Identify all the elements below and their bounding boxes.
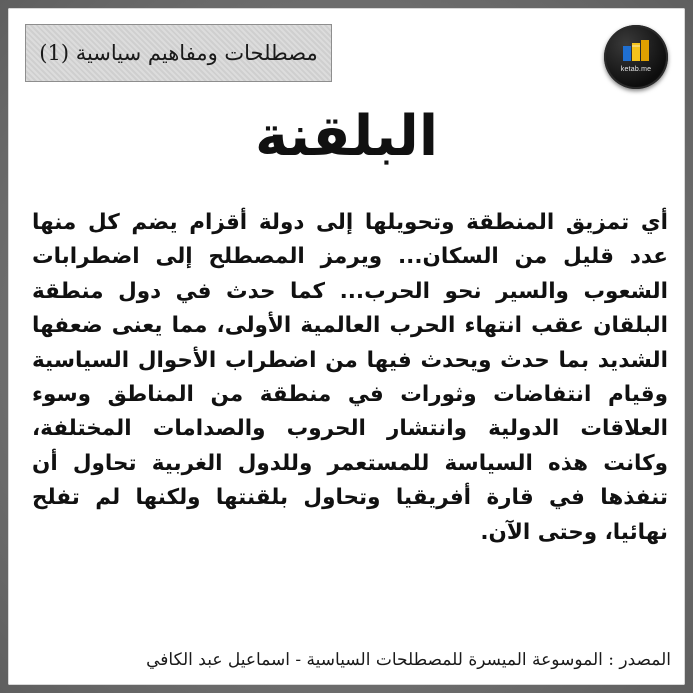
books-icon [622, 40, 650, 62]
document-card [8, 8, 685, 685]
series-label-box [25, 24, 332, 82]
definition-text: أي تمزيق المنطقة وتحويلها إلى دولة أقزام يضم كل منها عدد قليل من السكان... ويرمز المصطلح إلى اضطرابات الشعوب والسير نحو الحرب... كما حدث في دول منطقة البلقان عقب انتهاء الحرب العالمية الأولى، مما يعنى ضعفها الشديد بما حدث ويحدث فيها من اضطراب الأحوال السياسية وقيام انتفاضات وثورات في منطقة من المناطق وسوء العلاقات الدولية وانتشار الحروب والصدامات المختلفة، وكانت هذه السياسة للمستعمر وللدول الغربية تحاول أن تنفذها في قارة أفريقيا وتحاول بلقنتها ولكنها لم تفلح نهائيا، وحتى الآن. [32, 210, 668, 545]
series-label: مصطلحات ومفاهيم سياسية (1) [39, 41, 318, 65]
logo-text: ketab.me [620, 66, 652, 73]
ketab-logo[interactable] [604, 25, 668, 89]
source-citation: المصدر : الموسوعة الميسرة للمصطلحات السياسية - اسماعيل عبد الكافي [146, 650, 671, 670]
page-title: البلقنة [254, 104, 439, 169]
